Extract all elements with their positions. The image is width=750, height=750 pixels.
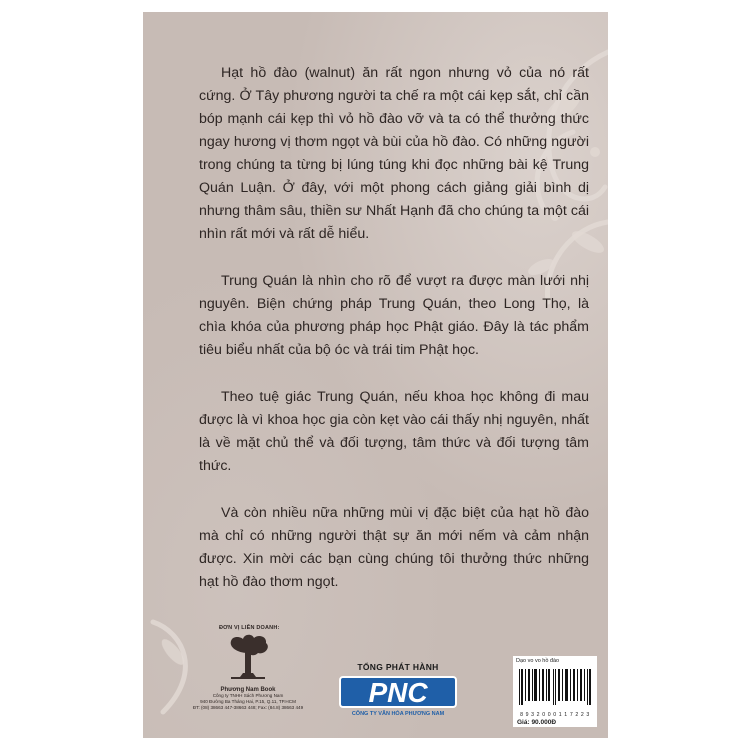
paragraph-1: Hạt hồ đào (walnut) ăn rất ngon nhưng vỏ của nó rất cứng. Ở Tây phương người ta chế ra một cái kẹp sắt, chỉ cần bóp mạnh cái kẹp thì vỏ hồ đào vỡ và ta có thể thưởng thức ngay hương vị thơm ngọt và bùi của hồ đào. Có những người trong chúng ta từng bị lúng túng khi đọc những bài kệ Trung Quán Luận. Ở đây, với một phong cách giảng giải bình dị nhưng thâm sâu, thiền sư Nhất Hạnh đã cho chúng ta một cái nhìn rất mới và rất dễ hiểu.: [199, 65, 589, 242]
paragraph-3: Theo tuệ giác Trung Quán, nếu khoa học không đi mau được là vì khoa học gia còn kẹt vào cái thấy nhị nguyên, nhất là về mặt chủ thể và đối tượng, tâm thức và đối tượng tâm thức.: [199, 389, 589, 474]
paragraph-2: Trung Quán là nhìn cho rõ để vượt ra được màn lưới nhị nguyên. Biện chứng pháp Trung Quán, theo Long Thọ, là chìa khóa của phương pháp học Phật giáo. Đây là tác phẩm tiêu biểu nhất của bộ óc và trái tim Phật học.: [199, 273, 589, 358]
publisher-label: ĐƠN VỊ LIÊN DOANH:: [219, 625, 280, 631]
publisher-name: Phương Nam Book: [220, 687, 276, 693]
pnc-logo-text: PNC: [368, 677, 428, 708]
publisher-block: [173, 625, 323, 711]
distributor-title: TỔNG PHÁT HÀNH: [357, 662, 439, 672]
publisher-contact: ĐT: (08) 38663 447-38663 448; Fax: (84.8) 38663 449: [192, 705, 304, 710]
pnc-logo-subtitle: CÔNG TY VĂN HÓA PHƯƠNG NAM: [351, 711, 445, 717]
back-cover-text: [199, 62, 589, 618]
barcode-number: 8 9 3 2 0 0 0 1 1 7 2 2 3: [520, 712, 590, 718]
tree-logo-icon: [223, 633, 273, 689]
price-label: Giá: 90.000Đ: [517, 719, 557, 726]
distributor-block: [333, 662, 463, 717]
publisher-company: Công ty TNHH Sách Phương Nam: [212, 693, 284, 698]
book-back-cover: [143, 12, 608, 738]
barcode-book-title: Dạo vo vo hồ đào: [516, 658, 560, 664]
publisher-address: 940 Đường Ba Tháng Hai, P.15, Q.11, TP.HCM: [200, 699, 296, 704]
barcode-icon: [513, 667, 597, 707]
paragraph-4: Và còn nhiều nữa những mùi vị đặc biệt của hạt hồ đào mà chỉ có những người thật sự ăn mới nếm và cảm nhận được. Xin mời các bạn cùng chúng tôi thưởng thức những hạt hồ đào thơm ngọt.: [199, 505, 589, 590]
barcode-sticker: [513, 656, 597, 727]
pnc-logo: [338, 675, 458, 717]
